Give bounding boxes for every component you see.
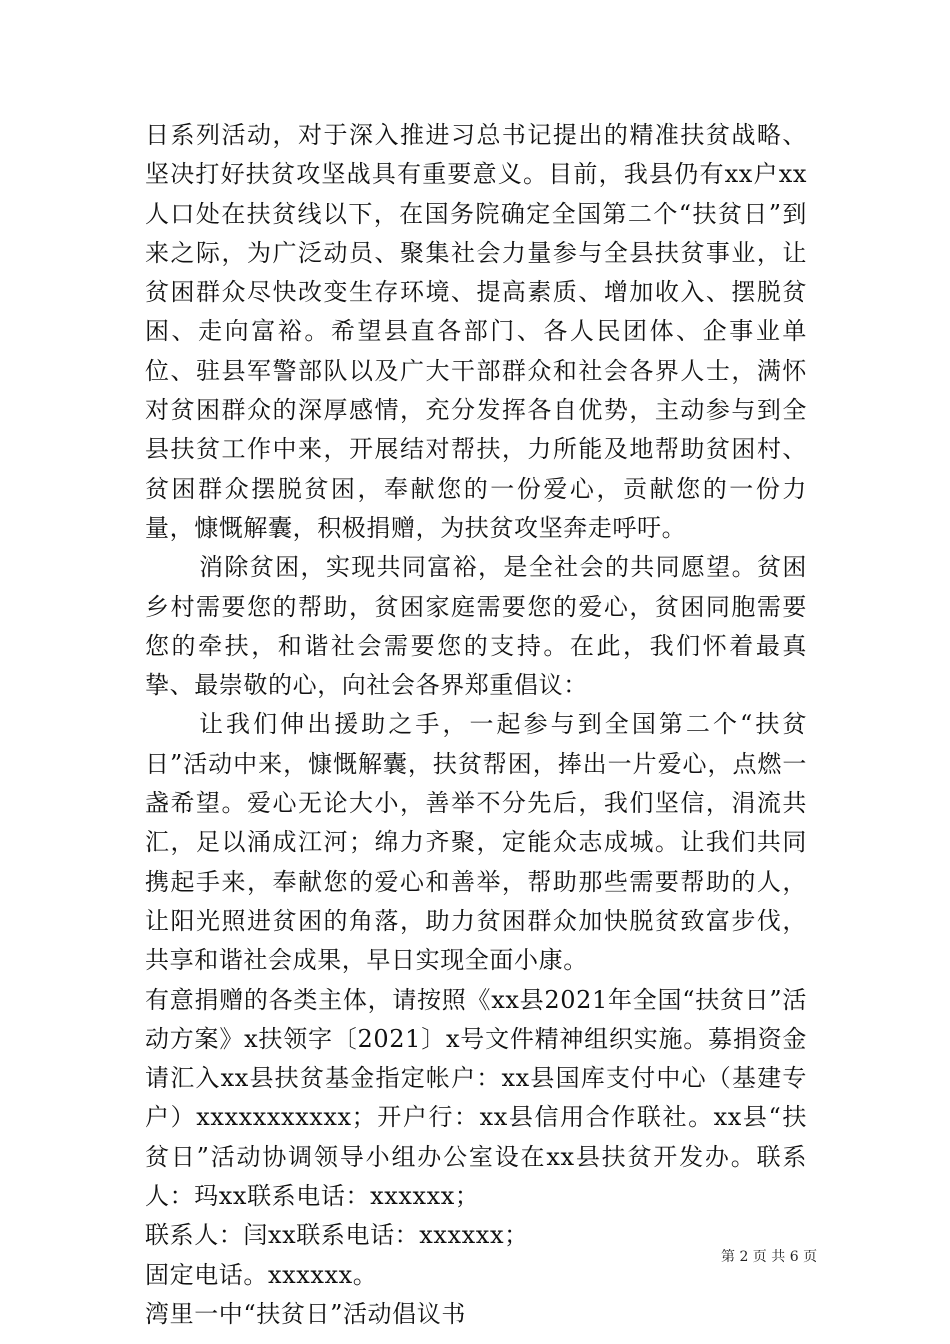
phone-line: 固定电话。xxxxxx。 (145, 1260, 378, 1289)
contact-line: 联系人：闫xx联系电话：xxxxxx； (145, 1221, 529, 1250)
page-indicator: 第 2 页 共 6 页 (721, 1249, 818, 1265)
paragraph-4: 有意捐赠的各类主体，请按照《xx县2021年全国“扶贫日”活动方案》x扶领字〔2021〕x号文件精神组织实施。募捐资金请汇入xx县扶贫基金指定帐户：xx县国库支付中心（基建专户）xxxxxxxxxxx；开户行：xx县信用合作联社。xx县“扶贫日”活动协调领导小组办公室设在xx县扶贫开发办。联系人：玛xx联系电话：xxxxxx； (145, 985, 807, 1211)
paragraph-1: 日系列活动，对于深入推进习总书记提出的精准扶贫战略、坚决打好扶贫攻坚战具有重要意义。目前，我县仍有xx户xx人口处在扶贫线以下，在国务院确定全国第二个“扶贫日”到来之际，为广泛动员、聚集社会力量参与全县扶贫事业，让贫困群众尽快改变生存环境、提高素质、增加收入、摆脱贫困、走向富裕。希望县直各部门、各人民团体、企事业单位、驻县军警部队以及广大干部群众和社会各界人士，满怀对贫困群众的深厚感情，充分发挥各自优势，主动参与到全县扶贫工作中来，开展结对帮扶，力所能及地帮助贫困村、贫困群众摆脱贫困，奉献您的一份爱心，贡献您的一份力量，慷慨解囊，积极捐赠，为扶贫攻坚奔走呼吁。 (145, 121, 807, 542)
closing-title: 湾里一中“扶贫日”活动倡议书 (145, 1299, 466, 1328)
paragraph-2: 消除贫困，实现共同富裕，是全社会的共同愿望。贫困乡村需要您的帮助，贫困家庭需要您的爱心，贫困同胞需要您的牵扶，和谐社会需要您的支持。在此，我们怀着最真挚、最崇敬的心，向社会各界郑重倡议： (145, 553, 807, 700)
paragraph-3: 让我们伸出援助之手，一起参与到全国第二个“扶贫日”活动中来，慷慨解囊，扶贫帮困，捧出一片爱心，点燃一盏希望。爱心无论大小，善举不分先后，我们坚信，涓流共汇，足以涌成江河；绵力齐聚，定能众志成城。让我们共同携起手来，奉献您的爱心和善举，帮助那些需要帮助的人，让阳光照进贫困的角落，助力贫困群众加快脱贫致富步伐，共享和谐社会成果，早日实现全面小康。 (145, 710, 807, 975)
document-body (145, 116, 807, 1334)
